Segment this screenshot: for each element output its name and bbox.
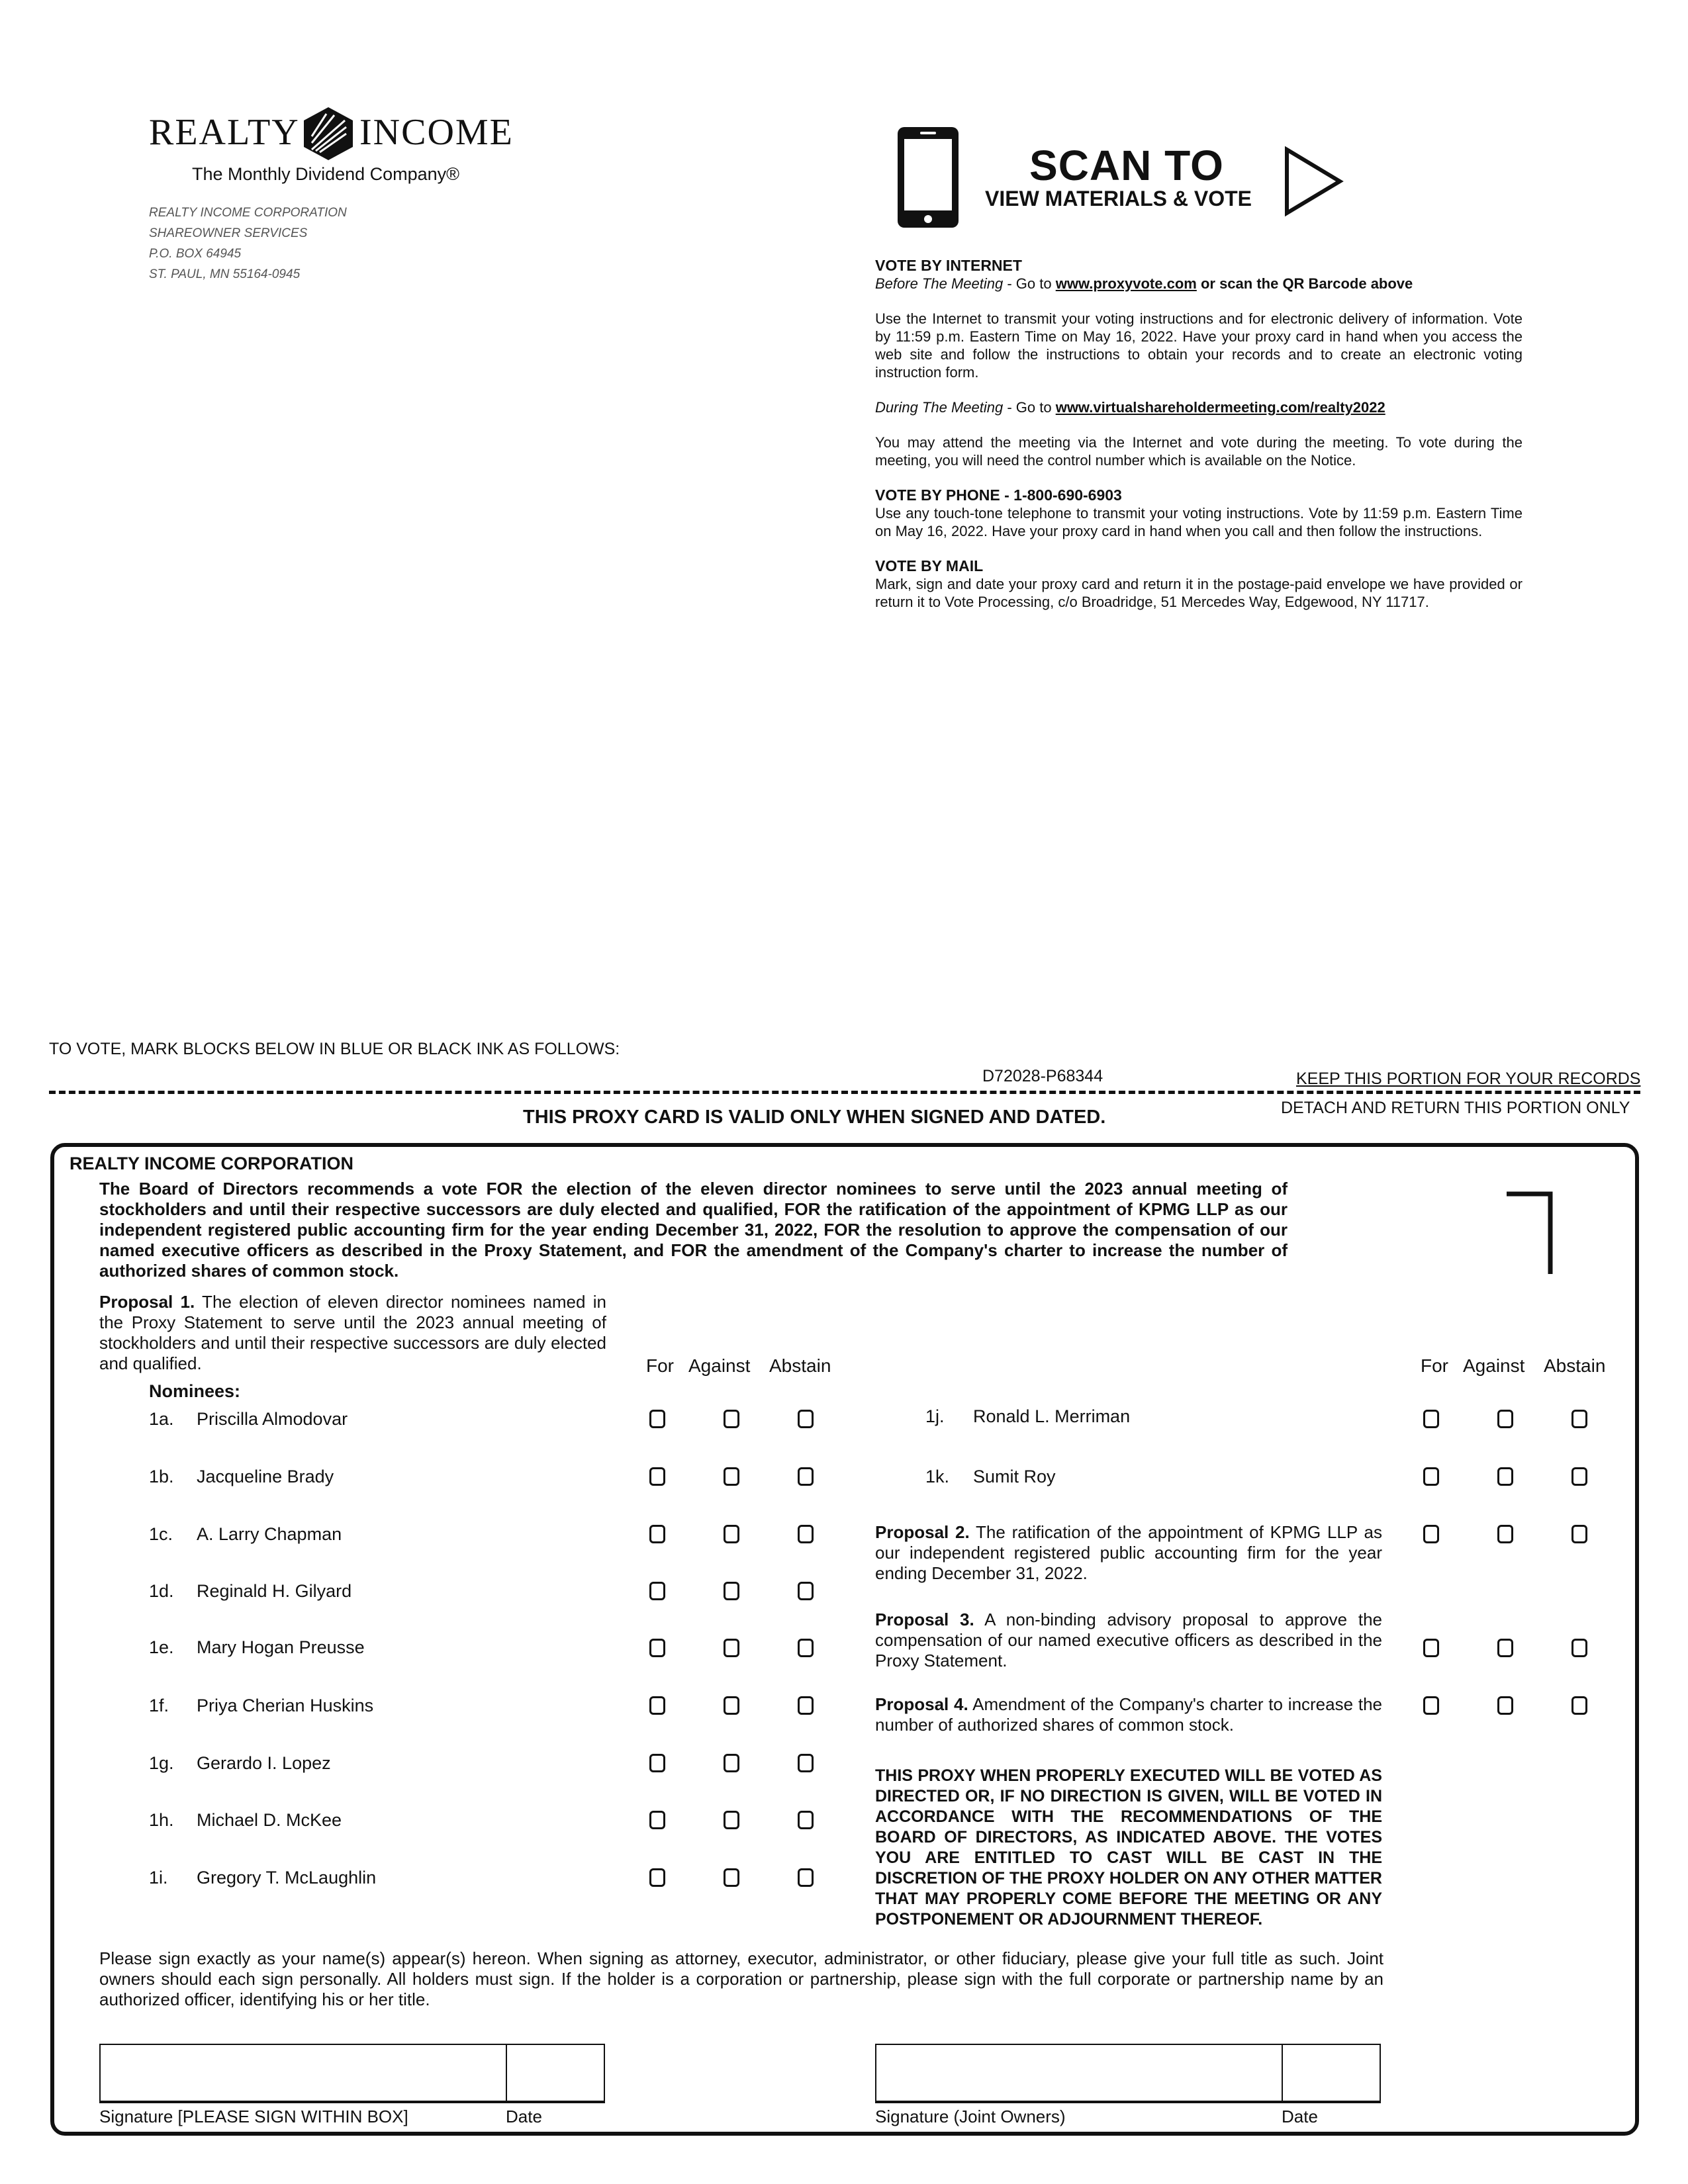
vote-checkbox-1c-for[interactable]: [649, 1525, 665, 1543]
nominee-number: 1d.: [149, 1581, 174, 1601]
vote-checkbox-1j-for[interactable]: [1423, 1410, 1439, 1428]
vote-checkbox-1k-abstain[interactable]: [1571, 1467, 1587, 1486]
before-meeting-go-to: - Go to: [1003, 275, 1056, 292]
address-line: SHAREOWNER SERVICES: [149, 226, 308, 240]
joint-signature-label: Signature (Joint Owners): [875, 2107, 1066, 2126]
nominee-number: 1j.: [925, 1406, 945, 1426]
proposal-4-body: Amendment of the Company's charter to increase the number of authorized shares of common stock.: [875, 1694, 1383, 1735]
vote-checkbox-p3-abstain[interactable]: [1571, 1639, 1587, 1657]
address-line: REALTY INCOME CORPORATION: [149, 206, 347, 220]
vote-checkbox-1b-for[interactable]: [649, 1467, 665, 1486]
board-recommendation: The Board of Directors recommends a vote FOR the election of the eleven director nominees to serve until the 2023 annual meeting of stockholders and until their respective successors are duly elected and qualified, FOR the ratification of the appointment of KPMG LLP as our independent registered public accounting firm for the year ending December 31, 2022, FOR the resolution to approve the compensation of our named executive officers as described in the Proxy Statement, and FOR the amendment of the Company's charter to increase the number of authorized shares of common stock.: [99, 1179, 1288, 1281]
vote-checkbox-1g-abstain[interactable]: [798, 1754, 814, 1772]
vote-phone-text: Use any touch-tone telephone to transmit your voting instructions. Vote by 11:59 p.m. Eastern Time on May 16, 2022. Have your proxy card in hand when you call and then follow the instructions.: [875, 505, 1523, 539]
during-meeting-go-to: - Go to: [1003, 399, 1056, 416]
vote-checkbox-1e-against[interactable]: [724, 1639, 739, 1657]
nominee-name: Ronald L. Merriman: [973, 1406, 1131, 1426]
nominee-number: 1f.: [149, 1696, 169, 1715]
col-against-left: Against: [688, 1355, 751, 1376]
proposal-3-text: [875, 1610, 1382, 1671]
proposal-1-body: The election of eleven director nominees named in the Proxy Statement to serve until the 2023 annual meeting of stockholders and until their respective successors are duly elected and qualified.: [99, 1292, 607, 1373]
vote-checkbox-1h-abstain[interactable]: [798, 1811, 814, 1829]
nominee-name: Gregory T. McLaughlin: [197, 1868, 377, 1888]
smartphone-icon: [895, 124, 961, 230]
vote-checkbox-1k-against[interactable]: [1497, 1467, 1513, 1486]
date-label: Date: [506, 2107, 542, 2126]
address-line: P.O. BOX 64945: [149, 247, 242, 261]
vote-checkbox-p4-for[interactable]: [1423, 1696, 1439, 1715]
proposal-1-label: Proposal 1.: [99, 1292, 195, 1312]
col-abstain-right: Abstain: [1544, 1355, 1606, 1376]
vote-checkbox-p2-abstain[interactable]: [1571, 1525, 1587, 1543]
col-abstain-left: Abstain: [769, 1355, 831, 1376]
proposal-3-body: A non-binding advisory proposal to approve the compensation of our named executive officers as described in the Proxy Statement.: [875, 1610, 1383, 1670]
joint-signature-box[interactable]: [875, 2044, 1381, 2102]
vote-checkbox-1i-for[interactable]: [649, 1868, 665, 1887]
detach-line: [49, 1091, 1640, 1094]
signature-box[interactable]: [99, 2044, 605, 2102]
col-for-right: For: [1421, 1355, 1448, 1376]
control-code: D72028-P68344: [982, 1067, 1103, 1085]
logo-word-right: INCOME: [359, 112, 514, 153]
nominee-name: Sumit Roy: [973, 1467, 1056, 1486]
vote-checkbox-1d-against[interactable]: [724, 1582, 739, 1600]
nominee-name: Jacqueline Brady: [197, 1467, 334, 1486]
vote-checkbox-1h-for[interactable]: [649, 1811, 665, 1829]
nominee-number: 1h.: [149, 1810, 174, 1830]
vote-checkbox-1k-for[interactable]: [1423, 1467, 1439, 1486]
proposal-4-label: Proposal 4.: [875, 1694, 968, 1714]
ink-instruction: TO VOTE, MARK BLOCKS BELOW IN BLUE OR BLACK INK AS FOLLOWS:: [49, 1040, 620, 1058]
corner-registration-mark: [1507, 1191, 1553, 1274]
vote-checkbox-1a-for[interactable]: [649, 1410, 665, 1428]
vote-checkbox-1i-abstain[interactable]: [798, 1868, 814, 1887]
scan-subtitle: VIEW MATERIALS & VOTE: [985, 187, 1252, 210]
company-logo: [149, 106, 533, 156]
nominee-name: Mary Hogan Preusse: [197, 1637, 365, 1657]
vote-checkbox-p3-for[interactable]: [1423, 1639, 1439, 1657]
vote-checkbox-1c-against[interactable]: [724, 1525, 739, 1543]
nominee-name: Gerardo I. Lopez: [197, 1753, 331, 1773]
vote-checkbox-p2-for[interactable]: [1423, 1525, 1439, 1543]
address-line: ST. PAUL, MN 55164-0945: [149, 267, 301, 281]
scan-title: SCAN TO: [1029, 142, 1224, 189]
vote-checkbox-1d-abstain[interactable]: [798, 1582, 814, 1600]
keep-portion-label: KEEP THIS PORTION FOR YOUR RECORDS: [1296, 1069, 1641, 1088]
tagline: The Monthly Dividend Company®: [192, 164, 460, 184]
signature-underline: [99, 2101, 605, 2103]
vote-mail-text: Mark, sign and date your proxy card and return it in the postage-paid envelope we have provided or return it to Vote Processing, c/o Broadridge, 51 Mercedes Way, Edgewood, NY 11717.: [875, 576, 1523, 610]
signature-label: Signature [PLEASE SIGN WITHIN BOX]: [99, 2107, 408, 2126]
nominee-name: Priya Cherian Huskins: [197, 1696, 374, 1715]
proposal-1-text: [99, 1292, 606, 1374]
vote-checkbox-p3-against[interactable]: [1497, 1639, 1513, 1657]
nominee-number: 1i.: [149, 1868, 168, 1888]
vote-internet-heading: VOTE BY INTERNET: [875, 257, 1022, 274]
vote-checkbox-p2-against[interactable]: [1497, 1525, 1513, 1543]
proposal-2-label: Proposal 2.: [875, 1522, 970, 1542]
proposal-2-body: The ratification of the appointment of KPMG LLP as our independent registered public accounting firm for the year ending December 31, 2022.: [875, 1522, 1382, 1583]
signature-date-divider: [506, 2045, 507, 2102]
vote-checkbox-1a-abstain[interactable]: [798, 1410, 814, 1428]
detach-return-label: DETACH AND RETURN THIS PORTION ONLY: [1281, 1099, 1630, 1117]
joint-signature-date-divider: [1282, 2045, 1283, 2102]
vote-checkbox-1h-against[interactable]: [724, 1811, 739, 1829]
proposal-2-text: [875, 1522, 1382, 1584]
nominee-number: 1b.: [149, 1467, 174, 1486]
vote-checkbox-1f-abstain[interactable]: [798, 1696, 814, 1715]
vote-checkbox-1j-abstain[interactable]: [1571, 1410, 1587, 1428]
qr-note: or scan the QR Barcode above: [1196, 275, 1413, 292]
vote-checkbox-1b-against[interactable]: [724, 1467, 739, 1486]
col-against-right: Against: [1463, 1355, 1525, 1376]
proposal-3-label: Proposal 3.: [875, 1610, 974, 1629]
vote-checkbox-1j-against[interactable]: [1497, 1410, 1513, 1428]
col-for-left: For: [646, 1355, 674, 1376]
vote-checkbox-p4-against[interactable]: [1497, 1696, 1513, 1715]
vote-checkbox-1d-for[interactable]: [649, 1582, 665, 1600]
nominee-number: 1c.: [149, 1524, 173, 1544]
vote-checkbox-1e-abstain[interactable]: [798, 1639, 814, 1657]
virtual-meeting-text: You may attend the meeting via the Internet and vote during the meeting. To vote during the meeting, you will need the control number which is available on the Notice.: [875, 434, 1523, 469]
proposal-4-text: [875, 1694, 1382, 1735]
nominee-name: A. Larry Chapman: [197, 1524, 342, 1544]
nominees-label: Nominees:: [149, 1381, 241, 1401]
vote-checkbox-1g-against[interactable]: [724, 1754, 739, 1772]
nominee-number: 1k.: [925, 1467, 950, 1486]
signing-instructions: Please sign exactly as your name(s) appear(s) hereon. When signing as attorney, executor, administrator, or other fiduciary, please give your full title as such. Joint owners should each sign personally. All holders must sign. If the holder is a corporation or partnership, please sign with the full corporate or partnership name by an authorized officer, identifying his or her title.: [99, 1948, 1383, 2009]
nominee-name: Reginald H. Gilyard: [197, 1581, 352, 1601]
proxy-discretion-notice: THIS PROXY WHEN PROPERLY EXECUTED WILL BE VOTED AS DIRECTED OR, IF NO DIRECTION IS GIVEN, WILL BE VOTED IN ACCORDANCE WITH THE RECOMMENDATIONS OF THE BOARD OF DIRECTORS, AS INDICATED ABOVE. THE VOTES YOU ARE ENTITLED TO CAST WILL BE CAST IN THE DISCRETION OF THE PROXY HOLDER ON ANY OTHER MATTER THAT MAY PROPERLY COME BEFORE THE MEETING OR ANY POSTPONEMENT OR ADJOURNMENT THEREOF.: [875, 1766, 1382, 1929]
vote-mail-heading: VOTE BY MAIL: [875, 557, 984, 574]
return-address: [149, 203, 347, 285]
play-arrow-icon: [1283, 146, 1344, 217]
joint-signature-underline: [875, 2101, 1381, 2103]
vote-checkbox-1c-abstain[interactable]: [798, 1525, 814, 1543]
nominee-number: 1e.: [149, 1637, 174, 1657]
vote-checkbox-1g-for[interactable]: [649, 1754, 665, 1772]
nominee-name: Priscilla Almodovar: [197, 1409, 348, 1429]
vote-checkbox-1a-against[interactable]: [724, 1410, 739, 1428]
proxyvote-link[interactable]: www.proxyvote.com: [1055, 275, 1197, 292]
vote-checkbox-1f-against[interactable]: [724, 1696, 739, 1715]
vote-internet-text: Use the Internet to transmit your voting instructions and for electronic delivery of information. Vote by 11:59 p.m. Eastern Time on May 16, 2022. Have your proxy card in hand when you access the web site and follow the instructions to obtain your records and to create an electronic voting instruction form.: [875, 310, 1523, 381]
vote-phone-heading: VOTE BY PHONE - 1-800-690-6903: [875, 486, 1122, 504]
vote-checkbox-1b-abstain[interactable]: [798, 1467, 814, 1486]
before-meeting-label: Before The Meeting: [875, 275, 1004, 292]
valid-notice: THIS PROXY CARD IS VALID ONLY WHEN SIGNED AND DATED.: [523, 1107, 1106, 1128]
vote-checkbox-1i-against[interactable]: [724, 1868, 739, 1887]
logo-word-left: REALTY: [149, 112, 300, 153]
nominee-number: 1g.: [149, 1753, 174, 1773]
vote-checkbox-p4-abstain[interactable]: [1571, 1696, 1587, 1715]
vote-checkbox-1e-for[interactable]: [649, 1639, 665, 1657]
nominee-number: 1a.: [149, 1409, 174, 1429]
vote-checkbox-1f-for[interactable]: [649, 1696, 665, 1715]
during-meeting-label: During The Meeting: [875, 399, 1004, 416]
voting-instructions: [875, 257, 1523, 628]
virtual-meeting-link[interactable]: www.virtualshareholdermeeting.com/realty2022: [1055, 399, 1385, 416]
card-company-name: REALTY INCOME CORPORATION: [70, 1154, 354, 1173]
logo-emblem-icon: [303, 106, 354, 161]
joint-date-label: Date: [1282, 2107, 1318, 2126]
nominee-name: Michael D. McKee: [197, 1810, 342, 1830]
